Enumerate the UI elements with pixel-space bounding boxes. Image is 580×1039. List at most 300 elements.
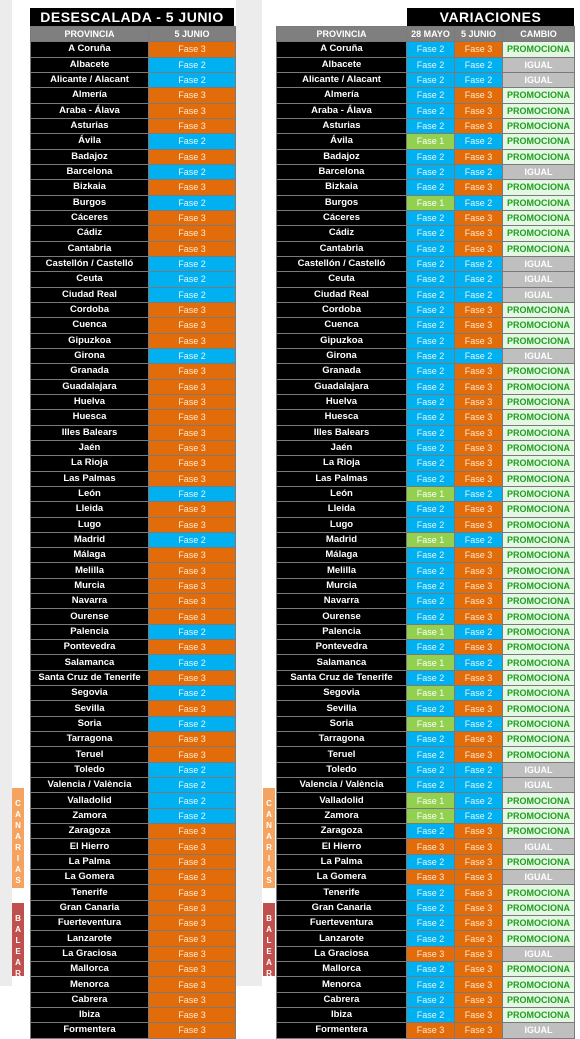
province-name: Albacete	[277, 57, 407, 72]
province-name: Bizkaia	[277, 180, 407, 195]
province-name: Burgos	[277, 195, 407, 210]
province-name: Valladolid	[31, 793, 149, 808]
fase-junio: Fase 3	[455, 103, 503, 118]
table-row	[31, 134, 236, 149]
province-name: Tenerife	[31, 885, 149, 900]
province-name: Madrid	[277, 532, 407, 547]
fase-junio: Fase 2	[455, 348, 503, 363]
province-name: Cantabria	[31, 241, 149, 256]
table-row	[277, 747, 575, 762]
table-row	[31, 379, 236, 394]
province-name: Zamora	[277, 808, 407, 823]
middle-gap-strip	[236, 0, 262, 986]
province-name: Santa Cruz de Tenerife	[277, 670, 407, 685]
table-row	[31, 732, 236, 747]
fase-junio: Fase 3	[149, 609, 236, 624]
province-name: Illes Balears	[277, 425, 407, 440]
fase-mayo: Fase 2	[407, 977, 455, 992]
cambio-status: PROMOCIONA	[503, 640, 575, 655]
province-name: Menorca	[31, 977, 149, 992]
province-name: La Palma	[31, 854, 149, 869]
table-row	[277, 701, 575, 716]
province-name: Segovia	[31, 686, 149, 701]
cambio-status: PROMOCIONA	[503, 379, 575, 394]
table-row	[31, 272, 236, 287]
right-table	[276, 26, 575, 1039]
fase-junio: Fase 3	[455, 916, 503, 931]
right-title: VARIACIONES	[407, 8, 574, 26]
table-row	[31, 563, 236, 578]
cambio-status: PROMOCIONA	[503, 854, 575, 869]
province-name: Asturias	[31, 118, 149, 133]
province-name: Ávila	[277, 134, 407, 149]
fase-junio: Fase 3	[455, 563, 503, 578]
table-row	[31, 885, 236, 900]
province-name: Mallorca	[31, 962, 149, 977]
fase-mayo: Fase 1	[407, 532, 455, 547]
cambio-status: IGUAL	[503, 1023, 575, 1038]
province-name: Fuerteventura	[31, 916, 149, 931]
fase-junio: Fase 2	[455, 57, 503, 72]
header-cambio: CAMBIO	[503, 27, 575, 42]
left-header-row	[31, 27, 236, 42]
header-5-junio: 5 JUNIO	[455, 27, 503, 42]
cambio-status: PROMOCIONA	[503, 42, 575, 57]
fase-junio: Fase 3	[455, 977, 503, 992]
province-name: Cordoba	[31, 302, 149, 317]
province-name: Asturias	[277, 118, 407, 133]
fase-junio: Fase 3	[455, 333, 503, 348]
province-name: Cáceres	[31, 210, 149, 225]
province-name: Tenerife	[277, 885, 407, 900]
province-name: Almería	[31, 88, 149, 103]
table-row	[277, 410, 575, 425]
cambio-status: PROMOCIONA	[503, 471, 575, 486]
fase-mayo: Fase 2	[407, 333, 455, 348]
province-name: Cabrera	[31, 992, 149, 1007]
table-row	[31, 594, 236, 609]
table-row	[31, 394, 236, 409]
province-name: Alicante / Alacant	[31, 72, 149, 87]
table-row	[277, 870, 575, 885]
fase-mayo: Fase 2	[407, 256, 455, 271]
table-row	[31, 532, 236, 547]
fase-junio: Fase 3	[149, 870, 236, 885]
fase-mayo: Fase 2	[407, 962, 455, 977]
fase-junio: Fase 2	[455, 762, 503, 777]
fase-mayo: Fase 2	[407, 824, 455, 839]
table-row	[277, 118, 575, 133]
province-name: Soria	[31, 716, 149, 731]
cambio-status: IGUAL	[503, 72, 575, 87]
fase-junio: Fase 2	[149, 762, 236, 777]
table-row	[31, 548, 236, 563]
province-name: Gipuzkoa	[31, 333, 149, 348]
table-row	[277, 548, 575, 563]
fase-mayo: Fase 2	[407, 701, 455, 716]
fase-mayo: Fase 2	[407, 854, 455, 869]
fase-junio: Fase 3	[455, 364, 503, 379]
table-row	[31, 624, 236, 639]
cambio-status: PROMOCIONA	[503, 532, 575, 547]
province-name: Navarra	[31, 594, 149, 609]
fase-mayo: Fase 1	[407, 134, 455, 149]
cambio-status: PROMOCIONA	[503, 134, 575, 149]
table-row	[31, 42, 236, 57]
province-name: Castellón / Castelló	[277, 256, 407, 271]
table-row	[31, 701, 236, 716]
province-name: Badajoz	[277, 149, 407, 164]
cambio-status: IGUAL	[503, 57, 575, 72]
fase-junio: Fase 3	[455, 548, 503, 563]
province-name: Cádiz	[277, 226, 407, 241]
table-row	[277, 425, 575, 440]
fase-junio: Fase 3	[149, 302, 236, 317]
cambio-status: PROMOCIONA	[503, 440, 575, 455]
fase-junio: Fase 2	[455, 486, 503, 501]
province-name: Lleida	[31, 502, 149, 517]
table-row	[31, 870, 236, 885]
province-name: Almería	[277, 88, 407, 103]
table-row	[277, 1008, 575, 1023]
fase-junio: Fase 2	[455, 686, 503, 701]
cambio-status: PROMOCIONA	[503, 118, 575, 133]
fase-junio: Fase 2	[455, 164, 503, 179]
fase-junio: Fase 3	[455, 210, 503, 225]
table-row	[31, 226, 236, 241]
fase-junio: Fase 3	[149, 517, 236, 532]
table-row	[277, 502, 575, 517]
fase-junio: Fase 3	[149, 962, 236, 977]
cambio-status: IGUAL	[503, 348, 575, 363]
header-5-junio: 5 JUNIO	[149, 27, 236, 42]
table-row	[31, 854, 236, 869]
fase-junio: Fase 3	[149, 425, 236, 440]
table-row	[31, 57, 236, 72]
table-row	[277, 210, 575, 225]
canarias-group-label: C A N A R I A S	[12, 788, 24, 888]
province-name: Ibiza	[277, 1008, 407, 1023]
table-row	[277, 379, 575, 394]
table-row	[31, 931, 236, 946]
fase-junio: Fase 3	[149, 364, 236, 379]
province-name: Ciudad Real	[277, 287, 407, 302]
province-name: Huelva	[277, 394, 407, 409]
table-row	[277, 471, 575, 486]
fase-junio: Fase 2	[149, 348, 236, 363]
province-name: Granada	[31, 364, 149, 379]
table-row	[31, 210, 236, 225]
fase-junio: Fase 2	[149, 716, 236, 731]
cambio-status: PROMOCIONA	[503, 594, 575, 609]
province-name: Málaga	[31, 548, 149, 563]
province-name: Ciudad Real	[31, 287, 149, 302]
table-row	[277, 1023, 575, 1038]
province-name: El Hierro	[31, 839, 149, 854]
province-name: Navarra	[277, 594, 407, 609]
fase-junio: Fase 2	[149, 624, 236, 639]
table-row	[277, 333, 575, 348]
fase-mayo: Fase 2	[407, 118, 455, 133]
table-row	[277, 640, 575, 655]
province-name: Murcia	[277, 578, 407, 593]
fase-mayo: Fase 1	[407, 624, 455, 639]
province-name: La Gomera	[31, 870, 149, 885]
fase-mayo: Fase 2	[407, 440, 455, 455]
fase-junio: Fase 3	[149, 701, 236, 716]
province-name: La Palma	[277, 854, 407, 869]
fase-junio: Fase 3	[149, 992, 236, 1007]
province-name: Gran Canaria	[31, 900, 149, 915]
fase-junio: Fase 2	[455, 793, 503, 808]
fase-junio: Fase 3	[149, 563, 236, 578]
table-row	[31, 839, 236, 854]
fase-junio: Fase 3	[455, 747, 503, 762]
table-row	[277, 302, 575, 317]
table-row	[31, 348, 236, 363]
province-name: Girona	[31, 348, 149, 363]
fase-junio: Fase 3	[149, 732, 236, 747]
table-row	[31, 762, 236, 777]
fase-junio: Fase 3	[149, 854, 236, 869]
fase-junio: Fase 3	[149, 839, 236, 854]
fase-mayo: Fase 2	[407, 149, 455, 164]
cambio-status: PROMOCIONA	[503, 486, 575, 501]
cambio-status: PROMOCIONA	[503, 686, 575, 701]
table-row	[277, 655, 575, 670]
province-name: Guadalajara	[277, 379, 407, 394]
table-row	[31, 578, 236, 593]
province-name: Teruel	[31, 747, 149, 762]
fase-junio: Fase 2	[149, 287, 236, 302]
table-row	[277, 977, 575, 992]
fase-mayo: Fase 2	[407, 885, 455, 900]
fase-mayo: Fase 1	[407, 808, 455, 823]
province-name: Zaragoza	[277, 824, 407, 839]
fase-mayo: Fase 2	[407, 348, 455, 363]
fase-junio: Fase 2	[455, 134, 503, 149]
fase-junio: Fase 3	[149, 1023, 236, 1038]
fase-mayo: Fase 2	[407, 302, 455, 317]
fase-mayo: Fase 2	[407, 670, 455, 685]
table-row	[31, 241, 236, 256]
fase-mayo: Fase 2	[407, 241, 455, 256]
cambio-status: PROMOCIONA	[503, 517, 575, 532]
cambio-status: PROMOCIONA	[503, 655, 575, 670]
cambio-status: PROMOCIONA	[503, 195, 575, 210]
province-name: Huesca	[277, 410, 407, 425]
fase-junio: Fase 3	[149, 394, 236, 409]
province-name: Barcelona	[277, 164, 407, 179]
fase-junio: Fase 3	[455, 854, 503, 869]
table-row	[31, 747, 236, 762]
province-name: Jaén	[31, 440, 149, 455]
fase-junio: Fase 3	[149, 670, 236, 685]
cambio-status: PROMOCIONA	[503, 624, 575, 639]
cambio-status: PROMOCIONA	[503, 747, 575, 762]
province-name: Lleida	[277, 502, 407, 517]
province-name: Cuenca	[277, 318, 407, 333]
fase-junio: Fase 2	[149, 486, 236, 501]
cambio-status: IGUAL	[503, 762, 575, 777]
province-name: La Gomera	[277, 870, 407, 885]
fase-junio: Fase 3	[455, 670, 503, 685]
fase-junio: Fase 3	[455, 88, 503, 103]
table-row	[31, 302, 236, 317]
province-name: A Coruña	[31, 42, 149, 57]
fase-junio: Fase 3	[455, 302, 503, 317]
province-name: Formentera	[277, 1023, 407, 1038]
table-row	[31, 72, 236, 87]
table-row	[277, 532, 575, 547]
fase-mayo: Fase 2	[407, 471, 455, 486]
province-name: Toledo	[31, 762, 149, 777]
province-name: Ávila	[31, 134, 149, 149]
fase-mayo: Fase 2	[407, 1008, 455, 1023]
fase-junio: Fase 3	[455, 1023, 503, 1038]
right-header-row	[277, 27, 575, 42]
table-row	[31, 916, 236, 931]
cambio-status: PROMOCIONA	[503, 456, 575, 471]
fase-junio: Fase 2	[149, 272, 236, 287]
province-name: Ibiza	[31, 1008, 149, 1023]
province-name: Melilla	[277, 563, 407, 578]
table-row	[277, 226, 575, 241]
header-provincia: PROVINCIA	[277, 27, 407, 42]
fase-mayo: Fase 2	[407, 164, 455, 179]
province-name: Badajoz	[31, 149, 149, 164]
province-name: La Rioja	[31, 456, 149, 471]
province-name: Fuerteventura	[277, 916, 407, 931]
table-row	[277, 778, 575, 793]
cambio-status: PROMOCIONA	[503, 793, 575, 808]
province-name: Mallorca	[277, 962, 407, 977]
fase-junio: Fase 3	[455, 640, 503, 655]
cambio-status: IGUAL	[503, 287, 575, 302]
province-name: Huelva	[31, 394, 149, 409]
fase-mayo: Fase 1	[407, 655, 455, 670]
cambio-status: IGUAL	[503, 164, 575, 179]
province-name: Zaragoza	[31, 824, 149, 839]
table-row	[31, 900, 236, 915]
cambio-status: PROMOCIONA	[503, 241, 575, 256]
table-row	[277, 686, 575, 701]
fase-mayo: Fase 2	[407, 410, 455, 425]
province-name: Melilla	[31, 563, 149, 578]
fase-mayo: Fase 3	[407, 946, 455, 961]
fase-mayo: Fase 2	[407, 88, 455, 103]
cambio-status: PROMOCIONA	[503, 502, 575, 517]
table-row	[31, 808, 236, 823]
fase-junio: Fase 2	[149, 57, 236, 72]
fase-junio: Fase 2	[149, 808, 236, 823]
fase-mayo: Fase 2	[407, 747, 455, 762]
fase-mayo: Fase 3	[407, 870, 455, 885]
fase-junio: Fase 3	[149, 824, 236, 839]
fase-mayo: Fase 2	[407, 394, 455, 409]
header-provincia: PROVINCIA	[31, 27, 149, 42]
cambio-status: IGUAL	[503, 778, 575, 793]
cambio-status: PROMOCIONA	[503, 180, 575, 195]
cambio-status: PROMOCIONA	[503, 103, 575, 118]
province-name: Cuenca	[31, 318, 149, 333]
table-row	[31, 180, 236, 195]
fase-junio: Fase 3	[149, 916, 236, 931]
table-row	[31, 962, 236, 977]
fase-junio: Fase 2	[149, 532, 236, 547]
cambio-status: PROMOCIONA	[503, 732, 575, 747]
province-name: Araba - Álava	[277, 103, 407, 118]
fase-junio: Fase 2	[149, 195, 236, 210]
province-name: Bizkaia	[31, 180, 149, 195]
fase-junio: Fase 2	[455, 716, 503, 731]
cambio-status: IGUAL	[503, 946, 575, 961]
fase-mayo: Fase 2	[407, 425, 455, 440]
fase-mayo: Fase 2	[407, 594, 455, 609]
fase-junio: Fase 3	[149, 747, 236, 762]
fase-junio: Fase 3	[455, 318, 503, 333]
fase-mayo: Fase 2	[407, 762, 455, 777]
table-row	[31, 946, 236, 961]
table-row	[277, 824, 575, 839]
table-row	[31, 287, 236, 302]
fase-mayo: Fase 2	[407, 364, 455, 379]
province-name: La Rioja	[277, 456, 407, 471]
province-name: Illes Balears	[31, 425, 149, 440]
cambio-status: PROMOCIONA	[503, 88, 575, 103]
fase-junio: Fase 2	[455, 287, 503, 302]
province-name: Cordoba	[277, 302, 407, 317]
table-row	[277, 854, 575, 869]
table-row	[277, 164, 575, 179]
province-name: Araba - Álava	[31, 103, 149, 118]
table-row	[277, 57, 575, 72]
province-name: Formentera	[31, 1023, 149, 1038]
fase-mayo: Fase 3	[407, 839, 455, 854]
fase-junio: Fase 3	[455, 379, 503, 394]
province-name: Cádiz	[31, 226, 149, 241]
cambio-status: PROMOCIONA	[503, 394, 575, 409]
table-row	[277, 624, 575, 639]
fase-junio: Fase 3	[149, 885, 236, 900]
table-row	[31, 333, 236, 348]
fase-junio: Fase 3	[455, 824, 503, 839]
fase-junio: Fase 3	[149, 502, 236, 517]
fase-junio: Fase 2	[455, 655, 503, 670]
table-row	[31, 471, 236, 486]
province-name: Sevilla	[277, 701, 407, 716]
fase-junio: Fase 3	[455, 425, 503, 440]
fase-junio: Fase 3	[149, 1008, 236, 1023]
table-row	[277, 962, 575, 977]
province-name: Granada	[277, 364, 407, 379]
province-name: Valladolid	[277, 793, 407, 808]
table-row	[277, 594, 575, 609]
fase-junio: Fase 3	[149, 226, 236, 241]
fase-junio: Fase 2	[455, 778, 503, 793]
fase-junio: Fase 3	[149, 931, 236, 946]
table-row	[277, 318, 575, 333]
table-row	[277, 732, 575, 747]
fase-junio: Fase 3	[455, 931, 503, 946]
cambio-status: PROMOCIONA	[503, 808, 575, 823]
fase-junio: Fase 3	[455, 42, 503, 57]
fase-junio: Fase 3	[455, 594, 503, 609]
cambio-status: PROMOCIONA	[503, 210, 575, 225]
fase-junio: Fase 2	[455, 808, 503, 823]
province-name: Ceuta	[277, 272, 407, 287]
fase-junio: Fase 3	[455, 226, 503, 241]
